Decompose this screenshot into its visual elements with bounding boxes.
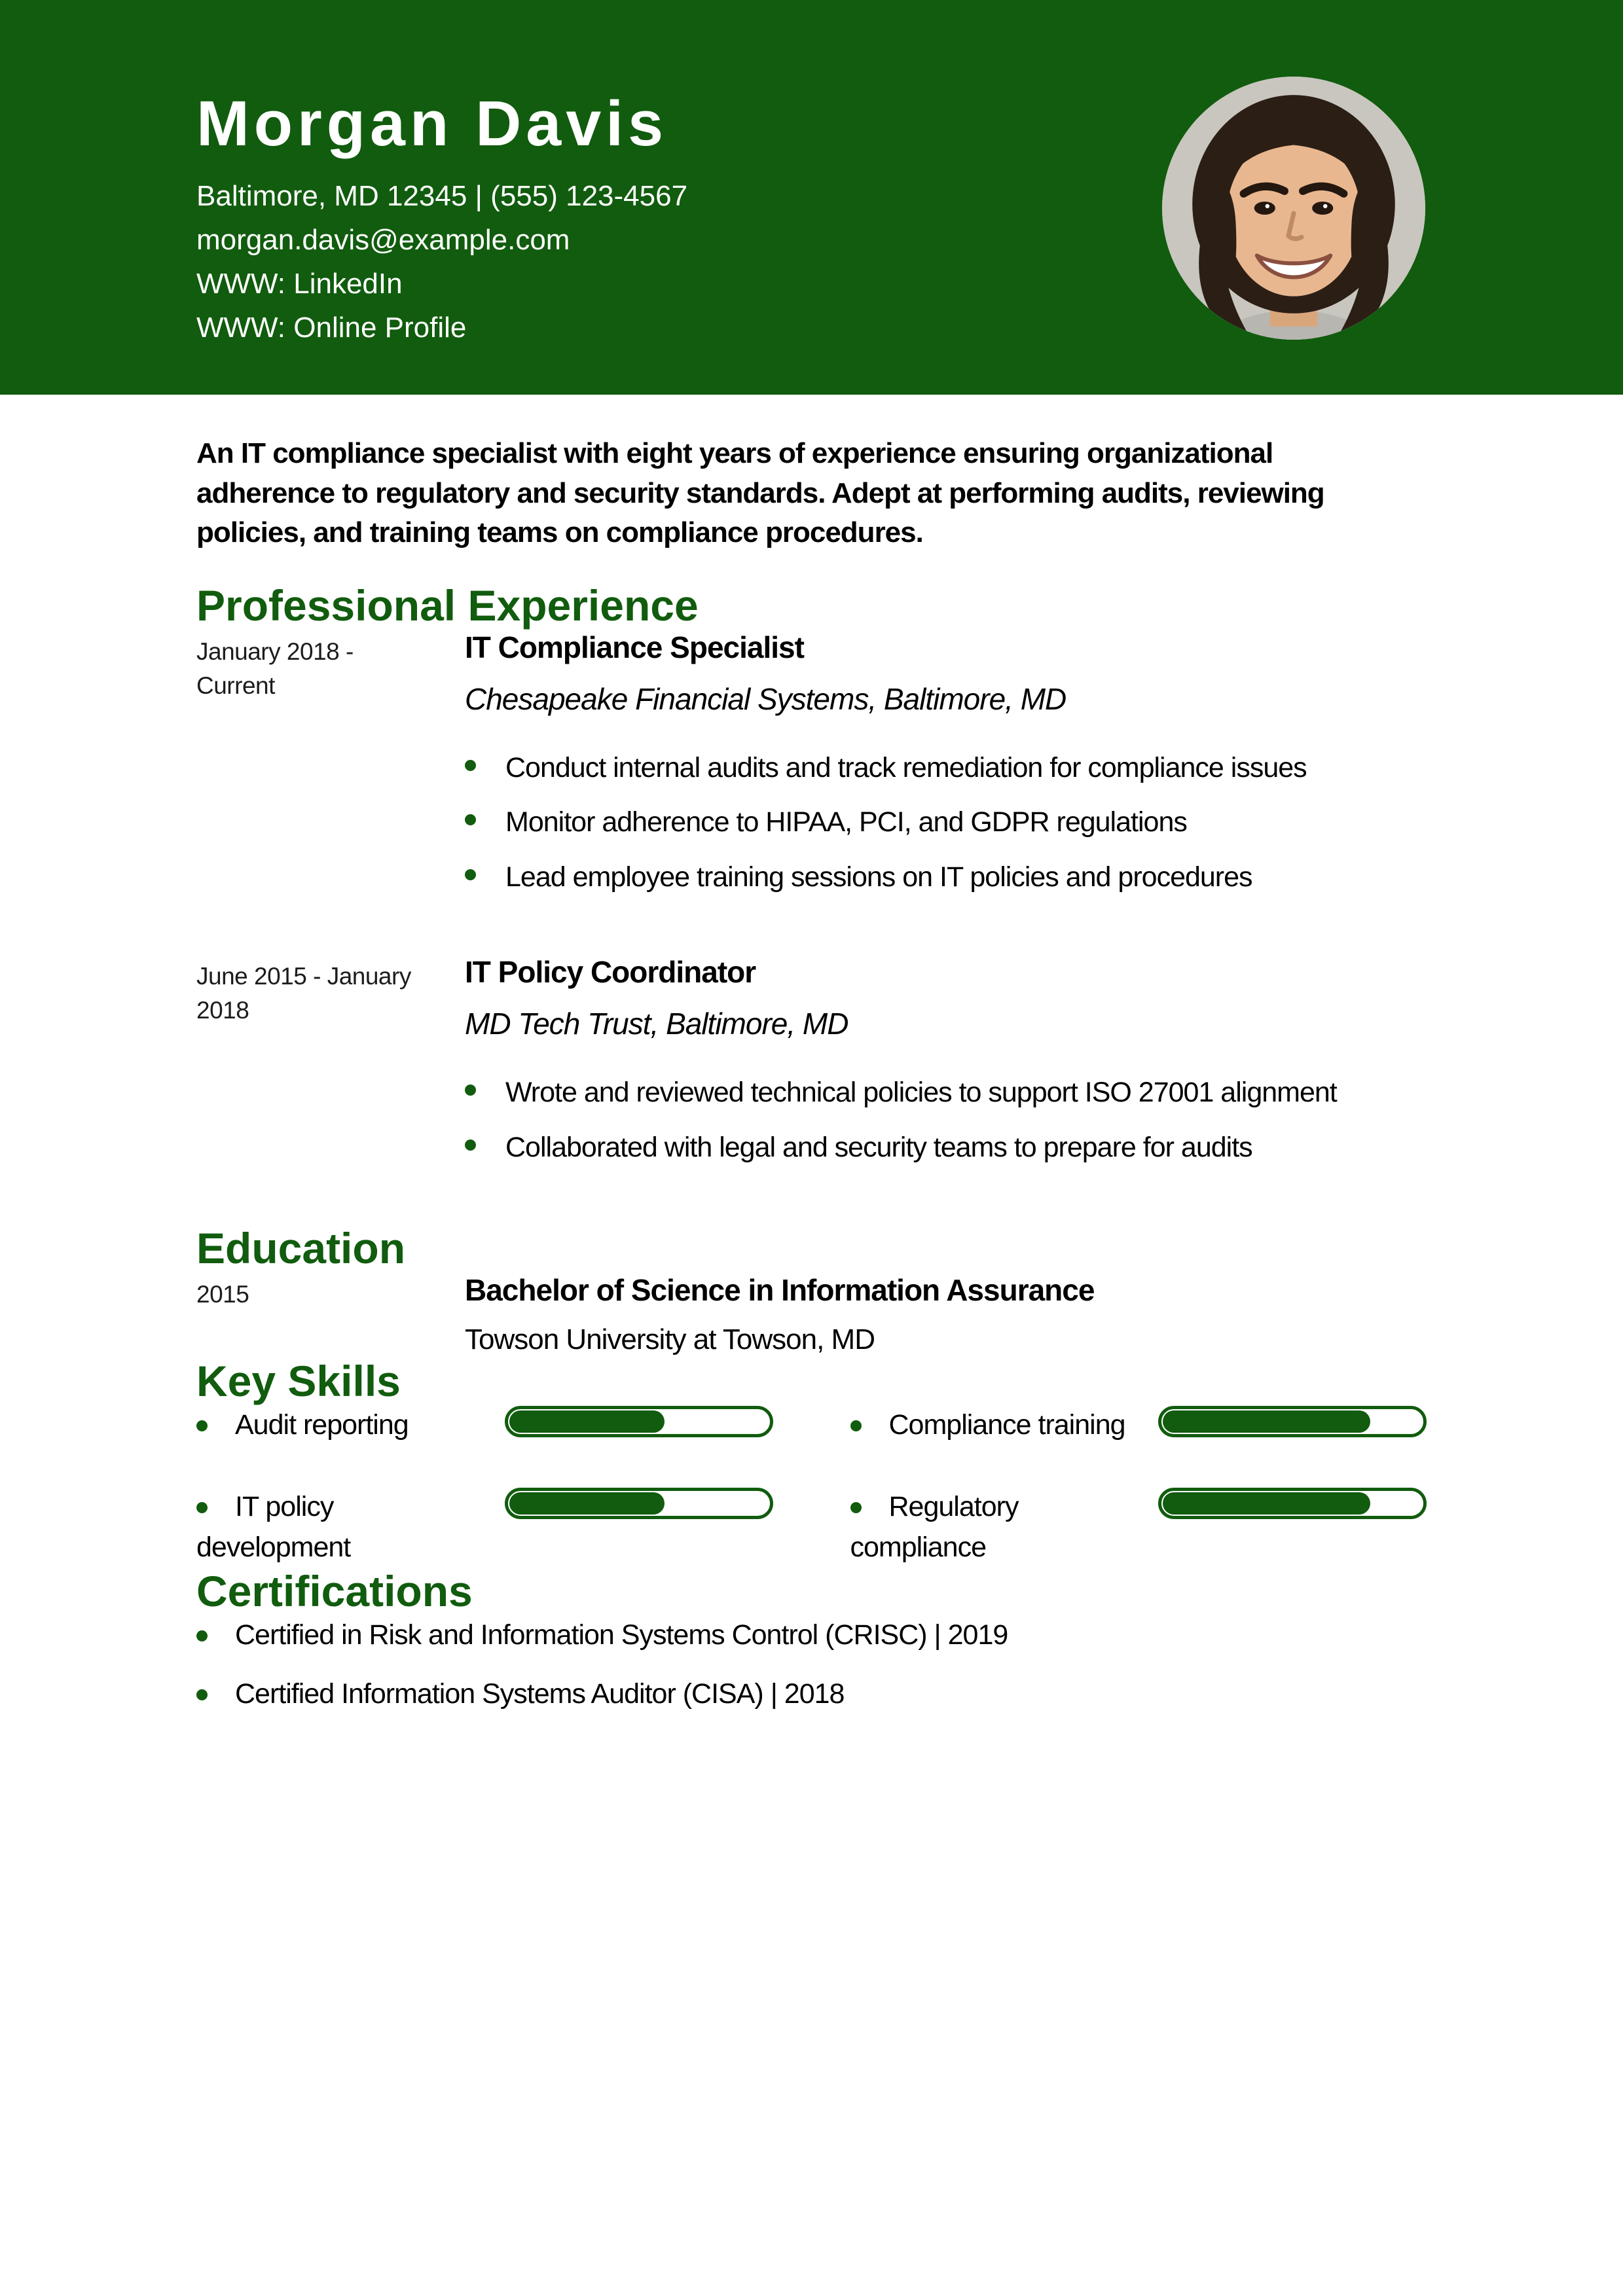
contact-profile-link: WWW: Online Profile	[196, 311, 467, 344]
header-text-block	[196, 90, 687, 350]
skill-progress-fill	[509, 1410, 665, 1433]
job-bullet-list	[465, 1073, 1427, 1167]
contact-block	[196, 174, 687, 350]
job-company: Chesapeake Financial Systems, Baltimore, MD	[465, 681, 1067, 716]
skill-progress-bar	[1158, 1488, 1427, 1519]
bullet-dot-icon	[850, 1420, 862, 1431]
skill-item	[850, 1405, 1427, 1445]
bullet-dot-icon	[465, 869, 476, 880]
profile-photo-illustration	[1162, 77, 1425, 340]
bullet-dot-icon	[196, 1630, 208, 1641]
skills-section-title: Key Skills	[196, 1356, 401, 1405]
skill-label-text: IT policy development	[196, 1490, 351, 1563]
bullet-dot-icon	[465, 760, 476, 771]
job-title: IT Policy Coordinator	[465, 955, 756, 990]
job-entry	[196, 954, 1427, 1167]
job-bullet	[465, 1073, 1427, 1112]
experience-section-title: Professional Experience	[196, 581, 699, 630]
skill-label-text: Regulatory compliance	[850, 1490, 1019, 1563]
certifications-list	[196, 1615, 1427, 1713]
job-details	[465, 954, 1427, 1167]
education-year: 2015	[196, 1280, 249, 1308]
certification-item	[196, 1674, 1427, 1713]
bullet-dot-icon	[465, 1139, 476, 1151]
skill-label	[196, 1405, 494, 1445]
contact-linkedin-link: WWW: LinkedIn	[196, 267, 403, 300]
education-degree: Bachelor of Science in Information Assurance	[465, 1272, 1095, 1307]
education-details	[465, 1272, 1427, 1357]
skills-grid	[196, 1405, 1427, 1568]
skill-label	[850, 1405, 1148, 1445]
job-bullet-list	[465, 749, 1427, 897]
professional-summary: An IT compliance specialist with eight years of experience ensuring organizational adherence to regulatory and security standards. Adept at performing audits, reviewing policies, and training teams on compliance procedures.	[196, 437, 1324, 549]
job-bullet	[465, 1128, 1427, 1167]
education-entry	[196, 1272, 1427, 1357]
candidate-name: Morgan Davis	[196, 88, 668, 159]
bullet-dot-icon	[850, 1502, 862, 1513]
skill-item	[196, 1405, 773, 1445]
skill-label	[196, 1486, 494, 1568]
job-title: IT Compliance Specialist	[465, 630, 804, 664]
bullet-dot-icon	[465, 1085, 476, 1096]
job-company: MD Tech Trust, Baltimore, MD	[465, 1007, 848, 1041]
job-entry	[196, 630, 1427, 897]
skill-label-text: Audit reporting	[235, 1409, 409, 1441]
skill-progress-bar	[1158, 1406, 1427, 1437]
job-bullet-text: Wrote and reviewed technical policies to support ISO 27001 alignment	[505, 1077, 1337, 1109]
certification-text: Certified Information Systems Auditor (CISA) | 2018	[235, 1678, 845, 1710]
job-details	[465, 630, 1427, 897]
job-bullet-text: Monitor adherence to HIPAA, PCI, and GDPR regulations	[505, 806, 1187, 838]
bullet-dot-icon	[196, 1420, 208, 1431]
skill-progress-fill	[1163, 1492, 1370, 1515]
job-bullet	[465, 749, 1427, 787]
job-dates: June 2015 - January 2018	[196, 963, 411, 1024]
job-dates: January 2018 - Current	[196, 637, 354, 699]
job-bullet-text: Conduct internal audits and track remediation for compliance issues	[505, 752, 1307, 784]
certifications-section-title: Certifications	[196, 1567, 473, 1616]
job-bullet	[465, 803, 1427, 842]
job-bullet	[465, 858, 1427, 897]
certification-item	[196, 1615, 1427, 1655]
certification-text: Certified in Risk and Information Systems Control (CRISC) | 2019	[235, 1619, 1008, 1651]
education-school: Towson University at Towson, MD	[465, 1323, 875, 1355]
bullet-dot-icon	[196, 1689, 208, 1700]
contact-location-phone: Baltimore, MD 12345 | (555) 123-4567	[196, 179, 688, 212]
skill-progress-fill	[1163, 1410, 1370, 1433]
skill-label	[850, 1486, 1148, 1568]
skill-progress-bar	[505, 1406, 773, 1437]
job-bullet-text: Collaborated with legal and security teams to prepare for audits	[505, 1131, 1252, 1163]
education-section-title: Education	[196, 1224, 406, 1273]
skill-label-text: Compliance training	[888, 1409, 1125, 1441]
skill-progress-bar	[505, 1488, 773, 1519]
skill-item	[196, 1486, 773, 1568]
contact-email: morgan.davis@example.com	[196, 223, 570, 256]
bullet-dot-icon	[196, 1502, 208, 1513]
skill-progress-fill	[509, 1492, 665, 1515]
header-banner	[0, 0, 1623, 395]
profile-photo	[1162, 77, 1425, 340]
resume-body	[0, 434, 1623, 1713]
bullet-dot-icon	[465, 814, 476, 825]
skill-item	[850, 1486, 1427, 1568]
job-bullet-text: Lead employee training sessions on IT policies and procedures	[505, 861, 1252, 893]
